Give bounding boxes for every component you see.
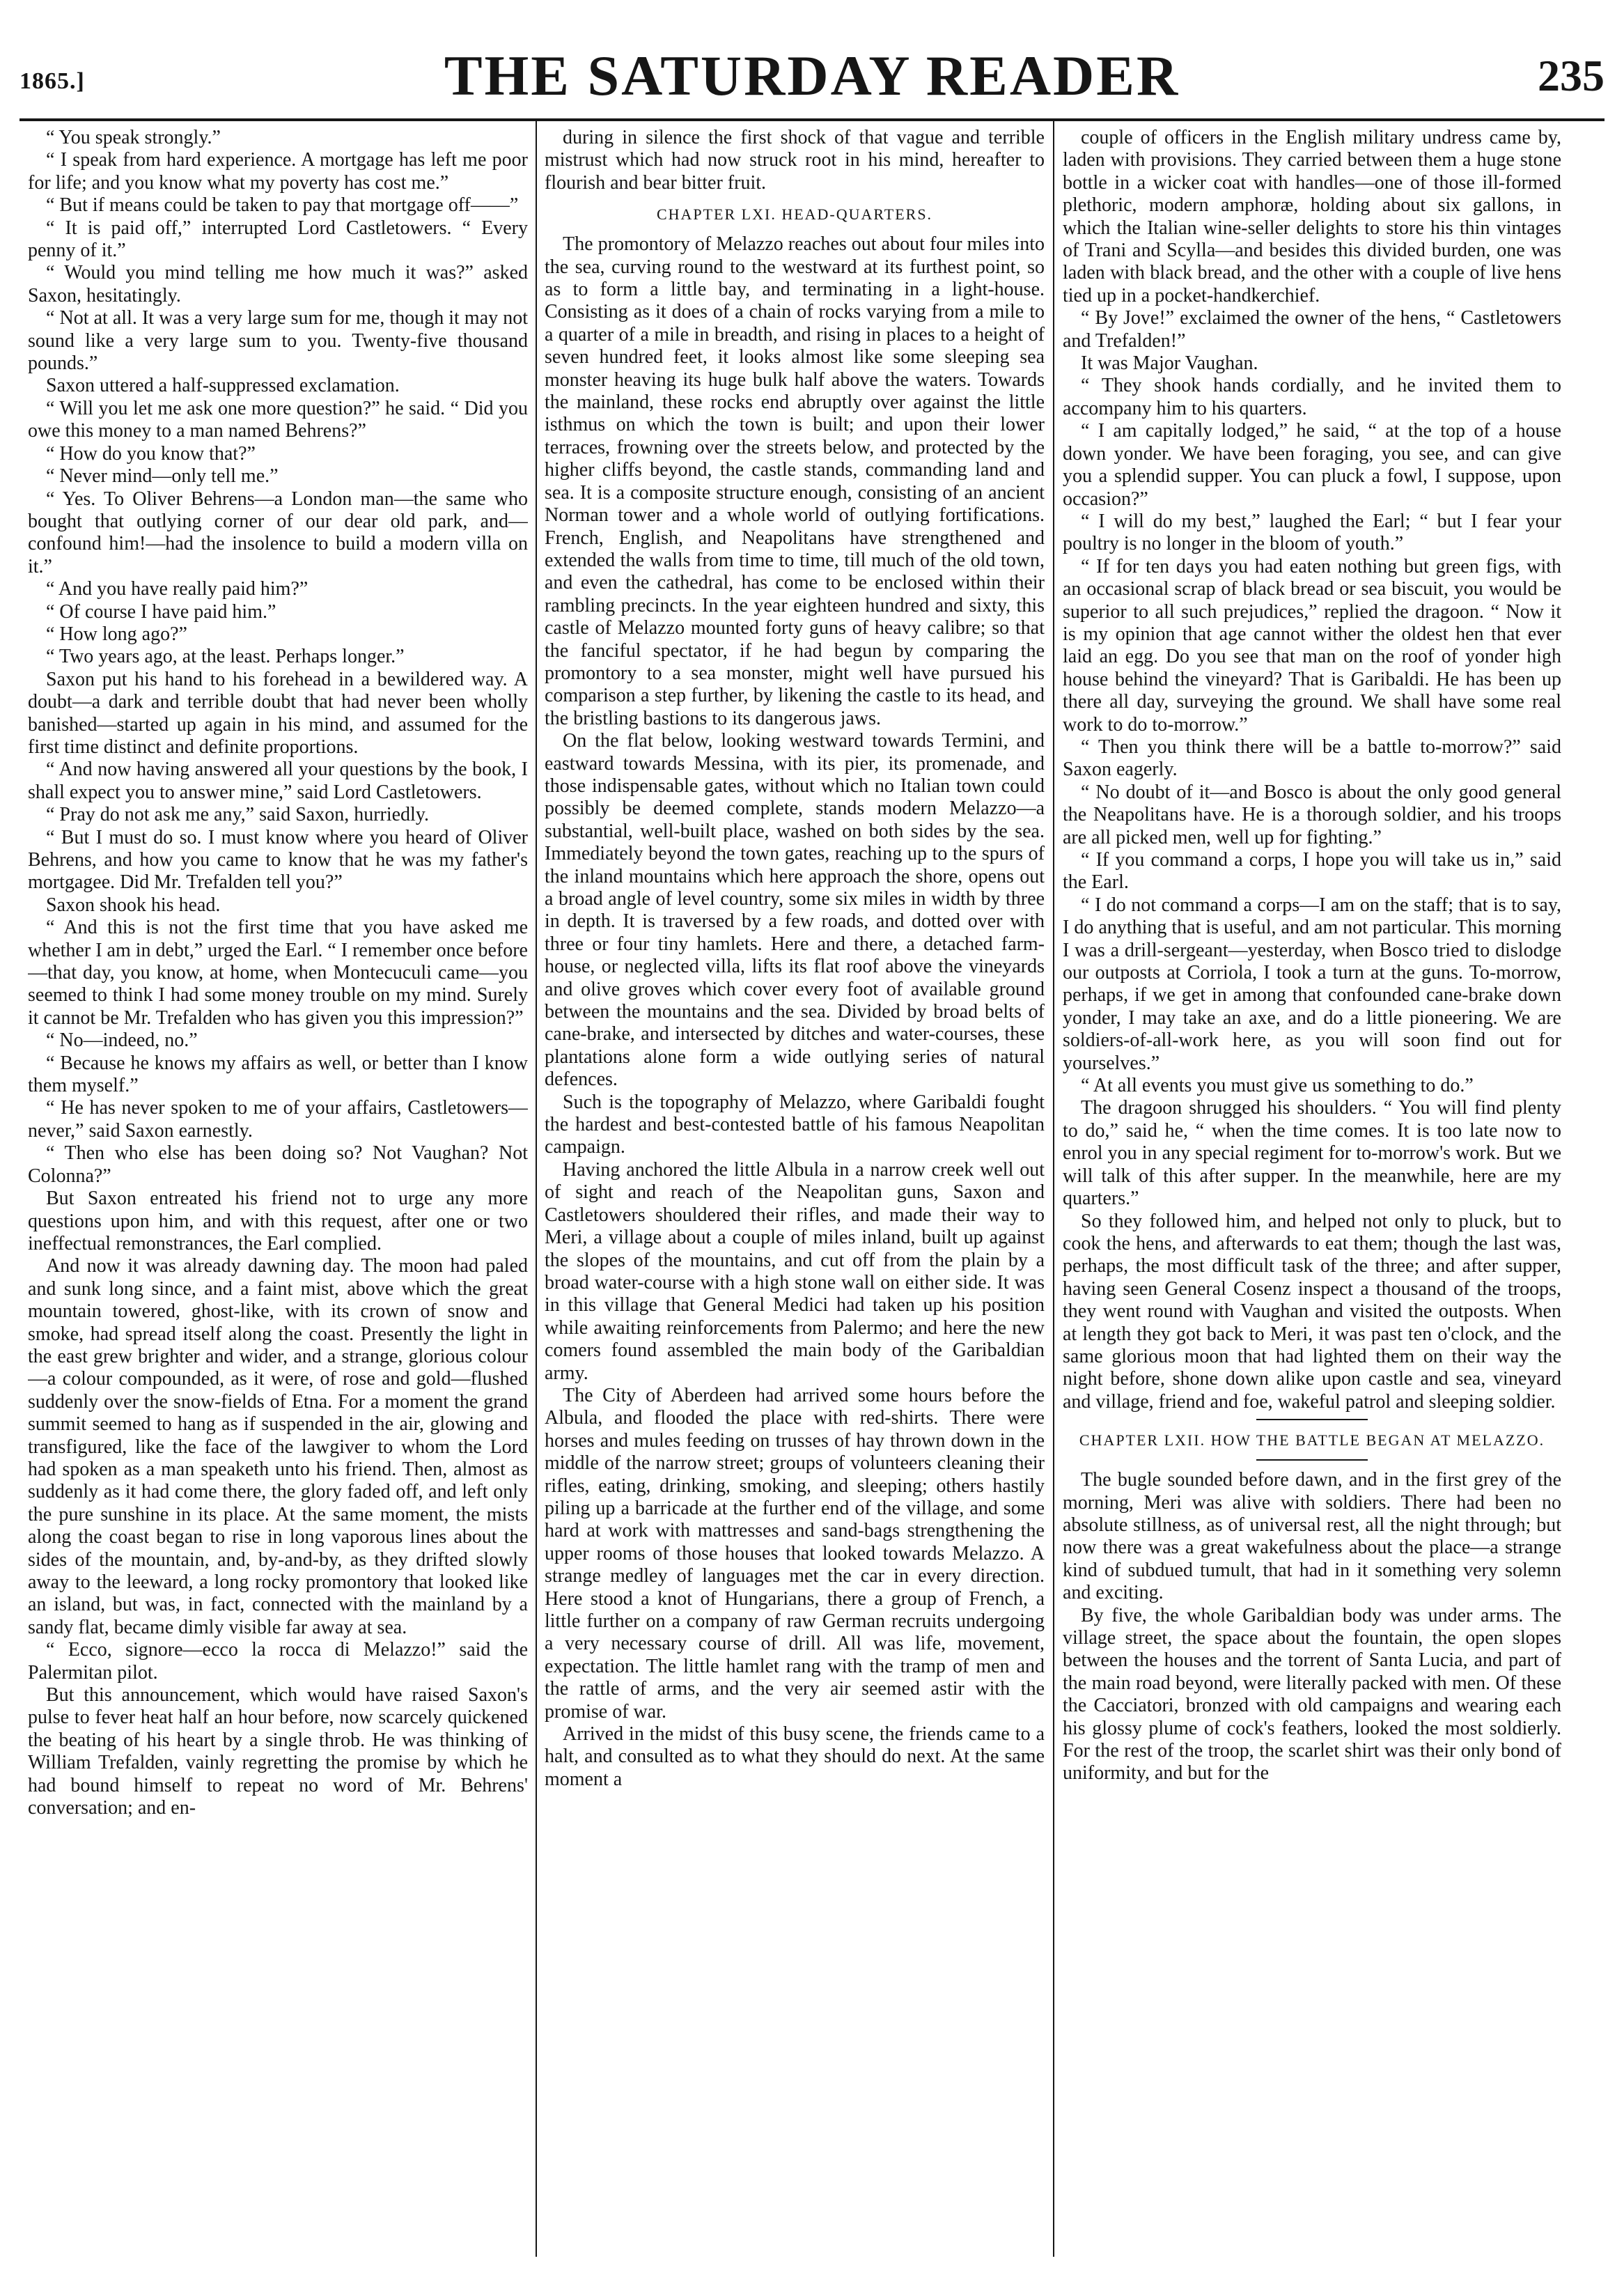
paragraph: On the flat below, looking westward towards Termini, and eastward towards Messina, with its pier, its promenade, and those indispensable gates, without which no Italian town could possibly be deemed complete, stands modern Melazzo—a substantial, well-built place, washed on both sides by the sea. Immediately beyond the town gates, reaching up to the spurs of the inland mountains which here approach the shore, opens out a broad angle of level country, some six miles in width by three in depth. It is traversed by a few roads, and dotted over with three or four tiny hamlets. Here and there, a detached farm-house, or neglected villa, lifts its flat roof above the vineyards and olive groves which cover every foot of available ground between the mountains and the sea. Divided by broad belts of cane-brake, and intersected by ditches and water-courses, these plantations alone form a wide outlying series of natural defences. bbox=[545, 730, 1045, 1091]
paragraph: “ Ecco, signore—ecco la rocca di Melazzo!” said the Palermitan pilot. bbox=[28, 1639, 528, 1684]
paragraph: Having anchored the little Albula in a narrow creek well out of sight and reach of the Neapolitan guns, Saxon and Castletowers shouldered their rifles, and made their way to Meri, a village about a couple of miles inland, built up against the slopes of the mountains, and cut off from the plain by a broad water-course with a high stone wall on either side. It was in this village that General Medici had taken up his position while awaiting reinforcements from Palermo; and here the new comers found assembled the main body of the Garibaldian army. bbox=[545, 1158, 1045, 1384]
paragraph: “ Two years ago, at the least. Perhaps longer.” bbox=[46, 646, 405, 668]
paragraph: “ I speak from hard experience. A mortgage has left me poor for life; and you know what my poverty has cost me.” bbox=[28, 149, 528, 194]
text-column-middle bbox=[545, 127, 1045, 2258]
section-rule bbox=[1256, 1419, 1368, 1420]
paragraph: Saxon uttered a half-suppressed exclamation. bbox=[46, 375, 400, 397]
paragraph: “ You speak strongly.” bbox=[46, 127, 221, 148]
paragraph: “ No doubt of it—and Bosco is about the only good general the Neapolitans have. He is a thorough soldier, and his troops are all picked men, well up for fighting.” bbox=[1063, 781, 1561, 848]
paragraph: “ Then you think there will be a battle to-morrow?” said Saxon eagerly. bbox=[1063, 736, 1561, 781]
header-rule bbox=[19, 118, 1605, 121]
paragraph: “ Not at all. It was a very large sum for me, though it may not sound like a very large sum to you. Twenty-five thousand pounds.” bbox=[28, 307, 528, 375]
paragraph: “ And you have really paid him?” bbox=[46, 578, 309, 600]
paragraph: “ At all events you must give us something to do.” bbox=[1081, 1075, 1474, 1097]
paragraph: “ I will do my best,” laughed the Earl; “ but I fear your poultry is no longer in the bloom of youth.” bbox=[1063, 510, 1561, 555]
paragraph: It was Major Vaughan. bbox=[1081, 352, 1258, 375]
paragraph: “ But I must do so. I must know where you heard of Oliver Behrens, and how you came to know that he was my father's mortgagee. Did Mr. Trefalden tell you?” bbox=[28, 826, 528, 894]
page-number: 235 bbox=[1538, 51, 1605, 100]
paragraph: By five, the whole Garibaldian body was under arms. The village street, the space about the fountain, the open slopes between the houses and the torrent of Santa Lucia, and part of the main road beyond, were literally packed with men. Of these the Cacciatori, bronzed with old campaigns and wearing each his glossy plume of cock's feathers, looked the most soldierly. For the rest of the troop, the scarlet shirt was their only bond of uniformity, and but for the bbox=[1063, 1604, 1561, 1785]
paragraph: couple of officers in the English military undress came by, laden with provisions. They carried between them a huge stone bottle in a wicker coat with handles—one of those ill-formed plethoric, modern amphoræ, holding about six gallons, in which the Italian wine-seller delights to store his thin vintages of Trani and Scylla—and besides this divided burden, one was laden with black bread, and the other with a couple of live hens tied up in a pocket-handkerchief. bbox=[1063, 127, 1561, 306]
paragraph: The City of Aberdeen had arrived some hours before the Albula, and flooded the place with red-shirts. There were horses and mules feeding on trusses of hay thrown down in the middle of the narrow street; groups of volunteers cleaning their rifles, eating, drinking, smoking, and sleeping; others hastily piling up a barricade at the further end of the village, and some hard at work with mattresses and sand-bags strengthening the upper rooms of those houses that looked towards Melazzo. A strange medley of languages met the car in every direction. Here stood a knot of Hungarians, there a group of French, a little further on a company of raw German recruits undergoing a very necessary course of drill. All was life, movement, expectation. The little hamlet rang with the tramp of men and the rattle of arms, and the very air seemed astir with the promise of war. bbox=[545, 1384, 1045, 1723]
paragraph: during in silence the first shock of that vague and terrible mistrust which had now struck root in his mind, hereafter to flourish and bear bitter fruit. bbox=[545, 127, 1045, 194]
paragraph: “ Never mind—only tell me.” bbox=[46, 465, 279, 488]
paragraph: The promontory of Melazzo reaches out about four miles into the sea, curving round to the westward at its furthest point, so as to form a little bay, and terminating in a light-house. Consisting as it does of a chain of rocks varying from a mile to a quarter of a mile in breadth, and rising in places to a height of seven hundred feet, it looks almost like some sleeping sea monster heaving its huge bulk half above the waters. Towards the mainland, these rocks end abruptly over against the little isthmus on which the town is built; and upon their lower terraces, frowning over the streets below, and protected by the higher cliffs beyond, the castle stands, commanding land and sea. It is a composite structure enough, consisting of an ancient Norman tower and a whole world of outlying fortifications. French, English, and Neapolitans have strengthened and extended the walls from time to time, till much of the old town, and even the cathedral, has come to be enclosed within their rambling precincts. In the year eighteen hundred and sixty, this castle of Melazzo mounted forty guns of heavy calibre; so that the fanciful spectator, if he had begun by comparing the promontory to a sea monster, might well have pursued his comparison a step further, by likening the castle to its head, and the bristling bastions to its dangerous jaws. bbox=[545, 233, 1045, 729]
paragraph: “ And this is not the first time that you have asked me whether I am in debt,” urged the Earl. “ I remember once before—that day, you know, at home, when Montecuculi came—you seemed to think I had some money trouble on my mind. Surely it cannot be Mr. Trefalden who has given you this impression?” bbox=[28, 917, 528, 1029]
page-header bbox=[19, 28, 1605, 118]
paragraph: “ If for ten days you had eaten nothing but green figs, with an occasional scrap of black bread or sea biscuit, you would be superior to all such prejudices,” replied the dragoon. “ Now it is my opinion that age cannot wither the oldest hen that ever laid an egg. Do you see that man on the roof of yonder high house behind the vineyard? That is Garibaldi. He has been up there all day, surveying the ground. We shall have some real work to do to-morrow.” bbox=[1063, 555, 1561, 736]
paragraph: And now it was already dawning day. The moon had paled and sunk long since, and a faint mist, above which the great mountain towered, ghost-like, with its crown of snow and smoke, had spread itself along the coast. Presently the light in the east grew brighter and wider, and a strange, glorious colour—a colour compounded, as it were, of rose and gold—flushed suddenly over the snow-fields of Etna. For a moment the grand summit seemed to hang as if suspended in the air, glowing and transfigured, like the face of the lawgiver to whom the Lord had spoken as a man speaketh unto his friend. Then, almost as suddenly as it had come there, the glory faded off, and left only the pure sunshine in its place. At the same moment, the mists along the coast began to rise in long vaporous lines about the sides of the mountain, and, by-and-by, as they drifted slowly away to the leeward, a long rocky promontory that looked like an island, but was, in fact, connected with the mainland by a sandy flat, became dimly visible far away at sea. bbox=[28, 1255, 528, 1638]
paragraph: “ I do not command a corps—I am on the staff; that is to say, I do anything that is useful, and am not particular. This morning I was a drill-sergeant—yesterday, when Bosco tried to dislodge our outposts at Corriola, I took a turn at the guns. To-morrow, perhaps, if we get in among that confounded cane-brake down yonder, I may take an axe, and do a little pioneering. We are soldiers-of-all-work here, as you will soon find out for yourselves.” bbox=[1063, 894, 1561, 1074]
paragraph: But Saxon entreated his friend not to urge any more questions upon him, and with this request, after one or two ineffectual remonstrances, the Earl complied. bbox=[28, 1188, 528, 1254]
publication-title: THE SATURDAY READER bbox=[444, 44, 1180, 107]
column-divider bbox=[1053, 118, 1054, 2257]
paragraph: The bugle sounded before dawn, and in the first grey of the morning, Meri was alive with soldiers. There had been no absolute stillness, as of universal rest, all the night through; but now there was a great wakefulness about the place—a strange kind of subdued tumult, that had in it something very solemn and exciting. bbox=[1063, 1469, 1561, 1604]
issue-year: 1865.] bbox=[19, 68, 85, 94]
paragraph: Such is the topography of Melazzo, where Garibaldi fought the hardest and best-contested battle of his famous Neapolitan campaign. bbox=[545, 1091, 1045, 1158]
paragraph: “ Would you mind telling me how much it was?” asked Saxon, hesitatingly. bbox=[28, 262, 528, 306]
paragraph: “ By Jove!” exclaimed the owner of the hens, “ Castletowers and Trefalden!” bbox=[1063, 307, 1561, 352]
chapter-heading: CHAPTER LXII. HOW THE BATTLE BEGAN AT MELAZZO. bbox=[1079, 1431, 1545, 1449]
paragraph: “ How long ago?” bbox=[46, 623, 187, 645]
paragraph: Arrived in the midst of this busy scene, the friends came to a halt, and consulted as to what they should do next. At the same moment a bbox=[545, 1723, 1045, 1790]
paragraph: Saxon shook his head. bbox=[46, 894, 221, 916]
paragraph: “ Because he knows my affairs as well, or better than I know them myself.” bbox=[28, 1052, 528, 1097]
paragraph: “ If you command a corps, I hope you will take us in,” said the Earl. bbox=[1063, 849, 1561, 894]
column-divider bbox=[536, 118, 537, 2257]
paragraph: “ Yes. To Oliver Behrens—a London man—the same who bought that outlying corner of our dear old park, and—confound him!—had the insolence to build a modern villa on it.” bbox=[28, 488, 528, 577]
paragraph: “ No—indeed, no.” bbox=[46, 1029, 198, 1052]
paragraph: “ Of course I have paid him.” bbox=[46, 600, 276, 623]
paragraph: So they followed him, and helped not only to pluck, but to cook the hens, and afterwards to eat them; though the last was, perhaps, the most difficult task of the three; and after supper, having seen General Cosenz inspect a thousand of the troops, they went round with Vaughan and visited the outposts. When at length they got back to Meri, it was past ten o'clock, and the same glorious moon that had lighted them on their way the night before, shone down alike upon castle and sea, vineyard and village, friend and foe, wakeful patrol and sleeping soldier. bbox=[1063, 1210, 1561, 1413]
text-column-left bbox=[28, 127, 528, 2258]
paragraph: “ Pray do not ask me any,” said Saxon, hurriedly. bbox=[46, 804, 430, 826]
paragraph: “ He has never spoken to me of your affairs, Castletowers—never,” said Saxon earnestly. bbox=[28, 1097, 528, 1142]
paragraph: “ It is paid off,” interrupted Lord Castletowers. “ Every penny of it.” bbox=[28, 217, 528, 262]
paragraph: “ How do you know that?” bbox=[46, 442, 256, 465]
paragraph: “ And now having answered all your questions by the book, I shall expect you to answer mine,” said Lord Castletowers. bbox=[28, 759, 528, 803]
paragraph: “ Then who else has been doing so? Not Vaughan? Not Colonna?” bbox=[28, 1142, 528, 1187]
paragraph: The dragoon shrugged his shoulders. “ You will find plenty to do,” said he, “ when the time comes. It is too late now to enrol you in any special regiment for to-morrow's work. But we will talk of this after supper. In the meanwhile, here are my quarters.” bbox=[1063, 1097, 1561, 1210]
paragraph: “ I am capitally lodged,” he said, “ at the top of a house down yonder. We have been foraging, you see, and can give you a splendid supper. You can pluck a fowl, I suppose, upon occasion?” bbox=[1063, 420, 1561, 510]
paragraph: “ Will you let me ask one more question?” he said. “ Did you owe this money to a man named Behrens?” bbox=[28, 397, 528, 442]
section-rule bbox=[1256, 1459, 1368, 1461]
paragraph: Saxon put his hand to his forehead in a bewildered way. A doubt—a dark and terrible doubt that had never been wholly banished—started up again in his mind, and assumed for the first time distinct and definite proportions. bbox=[28, 668, 528, 758]
text-column-right bbox=[1063, 127, 1561, 2258]
paragraph: “ But if means could be taken to pay that mortgage off——” bbox=[46, 194, 519, 217]
paragraph: But this announcement, which would have raised Saxon's pulse to fever heat half an hour before, now scarcely quickened the beating of his heart by a single throb. He was thinking of William Trefalden, vainly regretting the promise by which he had bound himself to repeat no word of Mr. Behrens' conversation; and en- bbox=[28, 1684, 528, 1819]
chapter-heading: CHAPTER LXI. HEAD-QUARTERS. bbox=[656, 205, 933, 224]
paragraph: “ They shook hands cordially, and he invited them to accompany him to his quarters. bbox=[1063, 375, 1561, 419]
